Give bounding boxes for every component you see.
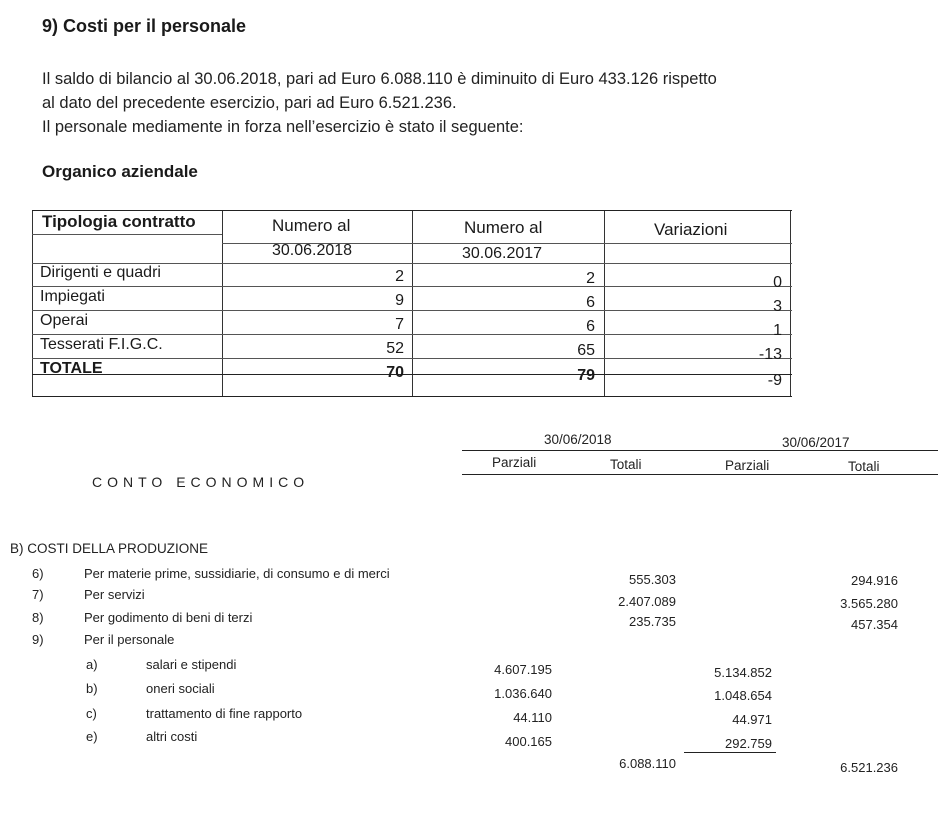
- row-value-2018: 52: [386, 340, 404, 357]
- header-numero-2017: Numero al: [464, 218, 543, 237]
- organico-table: [32, 210, 792, 397]
- conto-economico-title: CONTO ECONOMICO: [92, 474, 310, 490]
- item-number: 8): [32, 610, 44, 625]
- item-label: Per il personale: [84, 632, 175, 647]
- subitem-letter: e): [86, 729, 98, 744]
- paragraph-line-1: Il saldo di bilancio al 30.06.2018, pari ad Euro 6.088.110 è diminuito di Euro 433.126 rispetto: [42, 70, 717, 88]
- row-variazione: -13: [758, 346, 782, 363]
- row-value-2017: 2: [586, 270, 595, 287]
- total-2018: 70: [386, 364, 404, 381]
- subtotal-rule: [684, 752, 776, 753]
- row-value-2018: 9: [395, 292, 404, 309]
- subitem-parziale-2018: 44.110: [513, 710, 552, 725]
- subitem-label: trattamento di fine rapporto: [146, 706, 303, 721]
- total-label: TOTALE: [40, 360, 103, 377]
- row-value-2017: 6: [586, 318, 595, 335]
- row-variazione: 0: [773, 274, 782, 291]
- subitem-label: salari e stipendi: [146, 657, 237, 672]
- totali-header-1: Totali: [610, 457, 642, 472]
- paragraph-line-2: al dato del precedente esercizio, pari ad Euro 6.521.236.: [42, 94, 457, 112]
- header-variazioni: Variazioni: [654, 220, 728, 239]
- row-label: Dirigenti e quadri: [40, 264, 161, 281]
- header-numero-2018: Numero al: [272, 216, 351, 235]
- item-number: 7): [32, 587, 44, 602]
- subitem-letter: b): [86, 681, 98, 696]
- row-value-2018: 2: [395, 268, 404, 285]
- parziali-header-2: Parziali: [725, 458, 770, 473]
- subitem-parziale-2018: 1.036.640: [494, 686, 552, 701]
- item-label: Per servizi: [84, 587, 145, 602]
- row-variazione: 3: [773, 298, 782, 315]
- item-total-2017: 457.354: [851, 617, 898, 632]
- row-value-2018: 7: [395, 316, 404, 333]
- subitem-parziale-2017: 292.759: [725, 736, 772, 751]
- item-number: 9): [32, 632, 44, 647]
- subitem-letter: c): [86, 706, 97, 721]
- subheader-2017: 30.06.2017: [462, 245, 543, 262]
- total-personale-2017: 6.521.236: [840, 760, 898, 775]
- row-value-2017: 6: [586, 294, 595, 311]
- subitem-parziale-2017: 44.971: [732, 712, 772, 727]
- parziali-header-1: Parziali: [492, 455, 537, 470]
- subitem-label: oneri sociali: [146, 681, 215, 696]
- header-bottom-rule: [462, 474, 938, 475]
- row-variazione: 1: [773, 322, 782, 339]
- item-total-2018: 555.303: [629, 572, 676, 587]
- subitem-letter: a): [86, 657, 98, 672]
- total-personale-2018: 6.088.110: [619, 756, 676, 771]
- subheader-2018: 30.06.2018: [272, 242, 353, 259]
- totali-header-2: Totali: [848, 459, 880, 474]
- year-2017-header: 30/06/2017: [782, 435, 850, 450]
- item-label: Per materie prime, sussidiarie, di consumo e di merci: [84, 566, 390, 581]
- row-label: Operai: [40, 312, 89, 329]
- subitem-parziale-2018: 4.607.195: [494, 662, 552, 677]
- item-total-2018: 2.407.089: [618, 594, 676, 609]
- total-variazione: -9: [767, 372, 782, 389]
- item-number: 6): [32, 566, 44, 581]
- header-top-rule: [462, 450, 938, 451]
- subitem-parziale-2017: 5.134.852: [714, 665, 772, 680]
- item-total-2017: 294.916: [851, 573, 898, 588]
- item-label: Per godimento di beni di terzi: [84, 610, 253, 625]
- subitem-parziale-2017: 1.048.654: [714, 688, 772, 703]
- section-title: 9) Costi per il personale: [42, 16, 247, 36]
- item-total-2018: 235.735: [629, 614, 676, 629]
- row-label: Impiegati: [40, 288, 105, 305]
- subitem-parziale-2018: 400.165: [505, 734, 552, 749]
- organico-title: Organico aziendale: [42, 162, 198, 181]
- paragraph-line-3: Il personale mediamente in forza nell’esercizio è stato il seguente:: [42, 118, 524, 136]
- row-label: Tesserati F.I.G.C.: [40, 336, 163, 353]
- item-total-2017: 3.565.280: [840, 596, 898, 611]
- subitem-label: altri costi: [146, 729, 198, 744]
- header-tipologia: Tipologia contratto: [42, 212, 196, 231]
- section-costi-produzione: B) COSTI DELLA PRODUZIONE: [10, 541, 209, 556]
- total-2017: 79: [577, 367, 595, 384]
- year-2018-header: 30/06/2018: [544, 432, 612, 447]
- row-value-2017: 65: [577, 342, 595, 359]
